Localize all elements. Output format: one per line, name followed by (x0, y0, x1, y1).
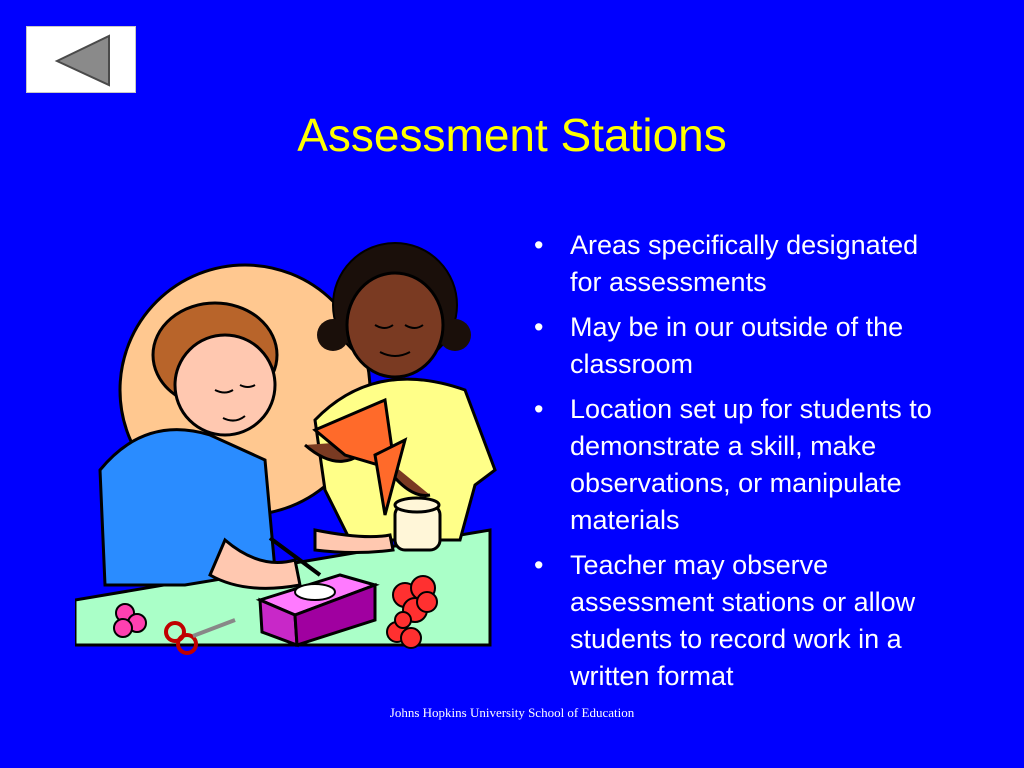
bullet-text: Teacher may observe assessment stations or allow students to record work in a written format (570, 550, 916, 691)
bullet-text: Location set up for students to demonstrate a skill, make observations, or manipulate materials (570, 394, 932, 535)
back-button[interactable] (26, 26, 136, 93)
back-arrow-icon (27, 27, 137, 94)
bullet-marker: • (534, 394, 544, 424)
slide-title: Assessment Stations (297, 109, 727, 161)
bullet-marker: • (534, 550, 544, 580)
bullet-marker: • (534, 230, 544, 260)
bullet-item (528, 309, 948, 383)
bullet-text: May be in our outside of the classroom (570, 312, 904, 379)
bullet-item (528, 391, 948, 539)
bullet-list (528, 227, 948, 703)
bullet-item (528, 227, 948, 301)
bullet-marker: • (534, 312, 544, 342)
bullet-text: Areas specifically designated for assessments (570, 230, 919, 297)
students-crafting-illustration (75, 240, 515, 660)
bullet-item (528, 547, 948, 695)
slide-footer: Johns Hopkins University School of Education (389, 705, 635, 720)
